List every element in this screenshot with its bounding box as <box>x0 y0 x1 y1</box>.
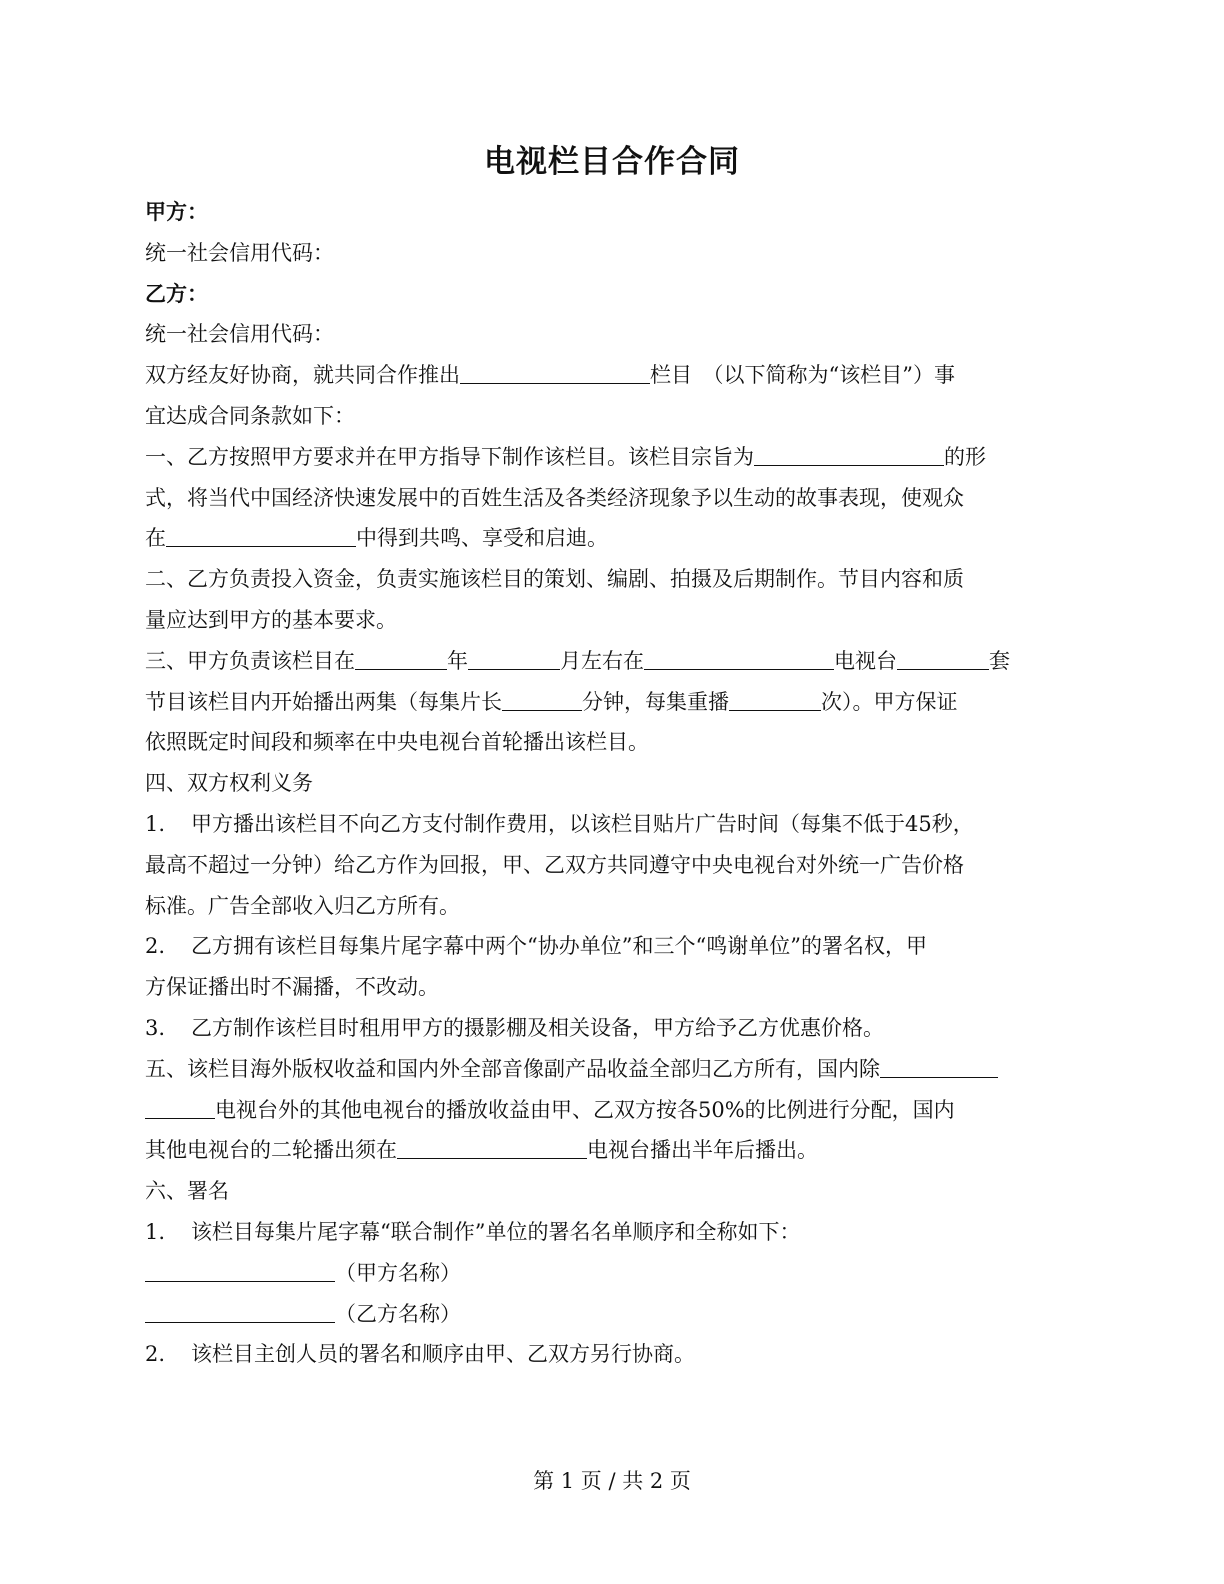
party-a-name-blank <box>145 1257 335 1282</box>
clause-4-heading: 四、双方权利义务 <box>145 771 313 796</box>
program-purpose-blank <box>754 441 944 466</box>
party-b-name-label: （乙方名称） <box>335 1301 461 1326</box>
clause-3-text-a: 三、甲方负责该栏目在 <box>145 648 355 673</box>
clause-6-2-line-1 <box>145 1334 1080 1375</box>
clause-1-text-a: 一、乙方按照甲方要求并在甲方指导下制作该栏目。该栏目宗旨为 <box>145 444 754 469</box>
clause-4-1-number: 1. <box>145 811 166 836</box>
contract-body <box>145 192 1080 1375</box>
clause-6-1-line-1 <box>145 1212 1080 1253</box>
party-b-name-blank <box>145 1298 335 1323</box>
tv-station-blank <box>644 645 834 670</box>
credit-party-b-line <box>145 1294 1080 1335</box>
rerun-count-blank <box>729 686 821 711</box>
clause-1-line-2: 式，将当代中国经济快速发展中的百姓生活及各类经济现象予以生动的故事表现，使观众 <box>145 485 964 510</box>
clause-6-2-number: 2. <box>145 1342 166 1367</box>
party-a-label: 甲方： <box>145 199 208 224</box>
clause-6-heading: 六、署名 <box>145 1179 229 1204</box>
episode-length-blank <box>502 686 582 711</box>
clause-3-line-3: 依照既定时间段和频率在中央电视台首轮播出该栏目。 <box>145 730 649 755</box>
clause-3-line-1 <box>145 641 1080 682</box>
clause-1-line-1 <box>145 437 1080 478</box>
clause-3-text-d: 电视台 <box>834 648 897 673</box>
excluded-station-blank <box>880 1053 998 1078</box>
document-title: 电视栏目合作合同 <box>484 144 740 180</box>
clause-4-2-number: 2. <box>145 934 166 959</box>
clause-3-text-c: 月左右在 <box>560 648 644 673</box>
party-b-label: 乙方： <box>145 280 208 306</box>
clause-3-text-b: 年 <box>447 648 468 673</box>
clause-4-2-line-1 <box>145 926 1080 967</box>
intro-paragraph-line-1 <box>145 355 1080 396</box>
clause-5-text-a: 五、该栏目海外版权收益和国内外全部音像副产品收益全部归乙方所有，国内除 <box>145 1056 880 1081</box>
page-number-footer: 第 1 页 / 共 2 页 <box>533 1469 691 1493</box>
clause-4-2-line-2: 方保证播出时不漏播，不改动。 <box>145 975 439 1000</box>
clause-1-line-3 <box>145 518 1080 559</box>
clause-2-line-1: 二、乙方负责投入资金，负责实施该栏目的策划、编剧、拍摄及后期制作。节目内容和质 <box>145 567 964 592</box>
clause-3-line-2 <box>145 682 1080 723</box>
clause-4-2-text-a: 乙方拥有该栏目每集片尾字幕中两个“协办单位”和三个“鸣谢单位”的署名权，甲 <box>191 934 927 959</box>
excluded-station-blank-continued <box>145 1094 215 1119</box>
clause-3-text-h: 次）。甲方保证 <box>821 689 958 714</box>
audience-context-blank <box>166 522 356 547</box>
clause-3-text-g: 分钟，每集重播 <box>582 689 729 714</box>
intro-text-1: 双方经友好协商，就共同合作推出 <box>145 363 460 388</box>
clause-4-3-text-a: 乙方制作该栏目时租用甲方的摄影棚及相关设备，甲方给予乙方优惠价格。 <box>191 1015 884 1040</box>
clause-5-text-c: 其他电视台的二轮播出须在 <box>145 1138 397 1163</box>
credit-party-a-line <box>145 1253 1080 1294</box>
clause-3-text-f: 节目该栏目内开始播出两集（每集片长 <box>145 689 502 714</box>
party-b-credit-code-label: 统一社会信用代码： <box>145 322 334 347</box>
clause-6-2-text-a: 该栏目主创人员的署名和顺序由甲、乙双方另行协商。 <box>191 1342 695 1367</box>
clause-4-1-text-a: 甲方播出该栏目不向乙方支付制作费用，以该栏目贴片广告时间（每集不低于45秒， <box>191 811 974 836</box>
clause-5-line-2 <box>145 1090 1080 1131</box>
clause-6-1-text-a: 该栏目每集片尾字幕“联合制作”单位的署名名单顺序和全称如下： <box>191 1219 801 1244</box>
clause-4-3-line-1 <box>145 1008 1080 1049</box>
intro-paragraph-line-2: 宜达成合同条款如下： <box>145 403 355 428</box>
clause-6-1-number: 1. <box>145 1219 166 1244</box>
clause-2-line-2: 量应达到甲方的基本要求。 <box>145 607 397 632</box>
month-blank <box>468 645 560 670</box>
party-a-credit-code-label: 统一社会信用代码： <box>145 240 334 265</box>
clause-5-text-b: 电视台外的其他电视台的播放收益由甲、乙双方按各50%的比例进行分配，国内 <box>215 1097 955 1122</box>
clause-4-1-line-1 <box>145 804 1080 845</box>
intro-text-2: 栏目 （以下简称为“该栏目”）事 <box>650 363 955 388</box>
clause-1-text-d: 在 <box>145 526 166 551</box>
clause-5-line-3 <box>145 1130 1080 1171</box>
clause-4-1-line-3: 标准。广告全部收入归乙方所有。 <box>145 893 460 918</box>
clause-5-text-d: 电视台播出半年后播出。 <box>587 1138 818 1163</box>
channel-blank <box>897 645 989 670</box>
clause-1-text-e: 中得到共鸣、享受和启迪。 <box>356 526 608 551</box>
clause-4-3-number: 3. <box>145 1015 166 1040</box>
clause-4-1-line-2: 最高不超过一分钟）给乙方作为回报，甲、乙双方共同遵守中央电视台对外统一广告价格 <box>145 852 964 877</box>
first-run-station-blank <box>397 1134 587 1159</box>
year-blank <box>355 645 447 670</box>
clause-1-text-b: 的形 <box>944 444 986 469</box>
party-a-name-label: （甲方名称） <box>335 1260 461 1285</box>
clause-5-line-1 <box>145 1049 1080 1090</box>
program-name-blank <box>460 359 650 384</box>
clause-3-text-e: 套 <box>989 648 1010 673</box>
